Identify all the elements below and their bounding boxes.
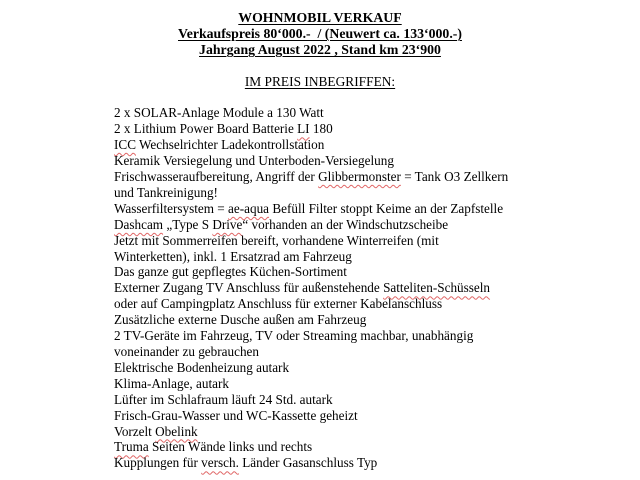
body-line: [114, 169, 624, 185]
text-segment: voneinander zu gebrauchen: [114, 344, 259, 359]
text-segment: Wechselrichter Ladekontrollstation: [135, 137, 325, 153]
body-line: [114, 185, 624, 201]
body-line: [114, 264, 624, 280]
body-line: [114, 392, 624, 408]
text-segment: 2 x Lithium Power Board Batterie: [114, 121, 298, 137]
text-segment: Befüll Filter stoppt Keime an der Zapfstelle: [269, 200, 504, 216]
body-line: [114, 312, 624, 328]
text-segment: Vorzelt: [114, 423, 156, 439]
text-segment: und Tankreinigung!: [114, 184, 218, 200]
body-line: [114, 280, 624, 296]
body-line: [114, 137, 624, 153]
text-segment: Jetzt mit Sommerreifen bereift, vorhandene Winterreifen (mit: [114, 232, 439, 248]
text-segment: Externer Zugang TV Anschluss für außenstehende: [114, 280, 384, 296]
text-segment: = Tank O3 Zellkern: [400, 169, 509, 185]
body-line: [114, 105, 624, 121]
doc-title: WOHNMOBIL VERKAUF: [238, 10, 402, 25]
body-line: [114, 455, 624, 471]
text-segment: Frischwasseraufbereitung, Angriff der: [114, 169, 319, 185]
text-segment: Das ganze gut gepflegtes Küchen-Sortiment: [114, 264, 347, 280]
body-text: [0, 105, 640, 471]
text-segment: Wasserfiltersystem =: [114, 200, 229, 216]
body-line: [114, 328, 624, 344]
misspelled-word: Truma: [114, 439, 149, 455]
text-segment: “ vorhanden an der Windschutzscheibe: [242, 216, 449, 232]
misspelled-word: Dashcam: [114, 216, 164, 232]
text-segment: Elektrische Bodenheizung autark: [114, 359, 290, 375]
body-line: [114, 344, 624, 360]
text-segment: Winterketten), inkl. 1 Ersatzrad am Fahrzeug: [114, 248, 352, 264]
text-segment: „Type S: [163, 216, 213, 232]
body-line: [114, 408, 624, 424]
misspelled-word: ae-aqua: [228, 200, 270, 216]
misspelled-word: versch.: [201, 455, 239, 471]
text-segment: oder auf Campingplatz Anschluss für externer Kabelanschluss: [114, 296, 443, 312]
text-segment: Klima-Anlage, autark: [114, 375, 229, 391]
text-segment: Keramik Versiegelung und Unterboden-Versiegelung: [114, 153, 394, 169]
document-header: [0, 10, 640, 90]
text-segment: Lüfter im Schlafraum läuft 24 Std. autark: [114, 391, 333, 407]
doc-price-line: Verkaufspreis 80‘000.- / (Neuwert ca. 133‘000.-): [178, 25, 462, 41]
text-segment: Seiten Wände links und rechts: [148, 439, 313, 455]
text-segment: Kupplungen für: [114, 455, 202, 471]
misspelled-word: LI: [297, 121, 310, 137]
misspelled-word: Glibbermonster: [318, 169, 401, 185]
text-segment: 2 TV-Geräte im Fahrzeug, TV oder Streaming machbar, unabhängig: [114, 328, 474, 344]
text-segment: 2 x SOLAR-Anlage Module a 130 Watt: [114, 105, 324, 121]
body-line: [114, 217, 624, 233]
body-line: [114, 121, 624, 137]
body-line: [114, 249, 624, 265]
body-line: [114, 233, 624, 249]
text-segment: Frisch-Grau-Wasser und WC-Kassette geheizt: [114, 407, 358, 423]
body-line: [114, 376, 624, 392]
included-heading: IM PREIS INBEGRIFFEN:: [244, 73, 396, 89]
body-line: [114, 201, 624, 217]
body-line: [114, 296, 624, 312]
body-line: [114, 360, 624, 376]
body-line: [114, 424, 624, 440]
text-segment: Länder Gasanschluss Typ: [238, 455, 378, 471]
body-line: [114, 153, 624, 169]
body-line: [114, 439, 624, 455]
misspelled-word: Satteliten-Schüsseln: [383, 280, 491, 296]
doc-year-line: Jahrgang August 2022 , Stand km 23‘900: [199, 41, 441, 57]
misspelled-word: ICC: [114, 137, 136, 153]
text-segment: 180: [309, 121, 333, 137]
misspelled-word: Drive: [212, 216, 243, 232]
text-segment: Zusätzliche externe Dusche außen am Fahrzeug: [114, 312, 367, 328]
misspelled-word: Obelink: [155, 423, 198, 439]
